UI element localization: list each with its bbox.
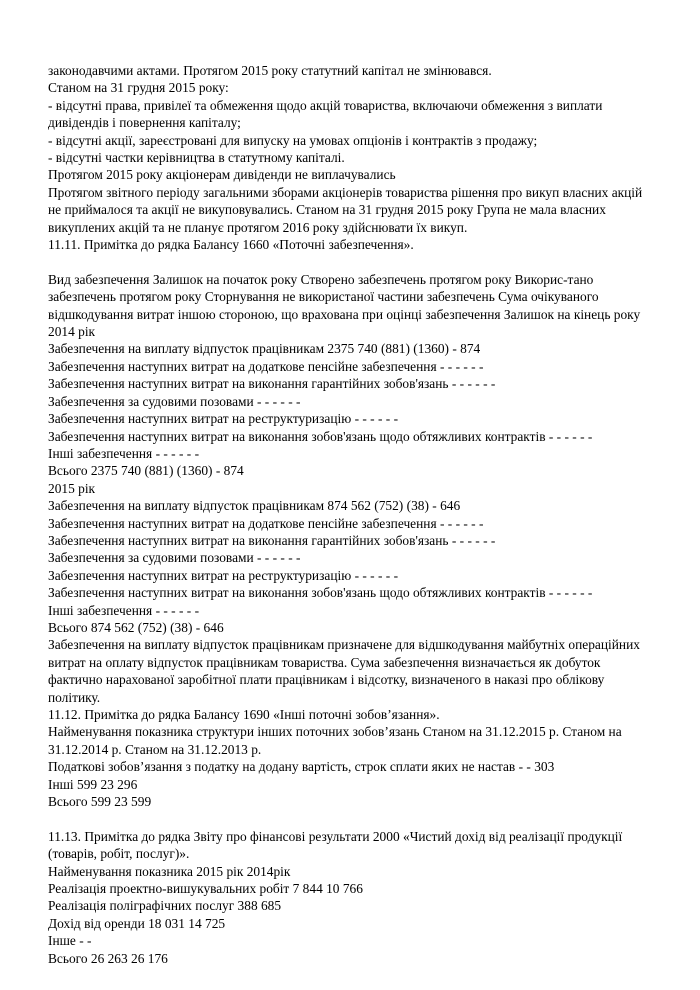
year-label: 2015 рік [48,480,96,496]
text-line: Протягом 2015 року акціонерам дивіденди не виплачувались [48,167,396,183]
text-line: Забезпечення на виплату відпусток працівникам призначене для відшкодування майбутніх операційних витрат на оплату відпусток працівникам товариства. Сума забезпечення визначається як добуток фактично нарахованої заробітної плати працівникам і відсотку, визначеного в наказі про облікову політику. [48,637,640,705]
table-row: Забезпечення на виплату відпусток працівникам 874 562 (752) (38) - 646 [48,498,461,514]
document-page [48,62,648,967]
text-line: Станом на 31 грудня 2015 року: [48,80,229,96]
table-row: Реалізація проектно-вишукувальних робіт 7 844 10 766 [48,881,363,897]
table-row: Забезпечення наступних витрат на реструктуризацію - - - - - - [48,567,399,583]
table-row: Інше - - [48,933,92,949]
table-row: Забезпечення наступних витрат на реструктуризацію - - - - - - [48,411,399,427]
year-label: 2014 рік [48,324,96,340]
table-row: Інші забезпечення - - - - - - [48,445,200,461]
table-row: Забезпечення наступних витрат на виконання зобов'язань щодо обтяжливих контрактів - - - - - - [48,585,593,601]
table-header-text: Вид забезпечення Залишок на початок року Створено забезпечень протягом року Викорис-тано забезпечень протягом року Сторнування не використаної частини забезпечень Сума очікуваного відшкодування витрат іншою стороною, що врахована при оцінці забезпечення Залишок на кінець року [48,271,641,322]
table-row: Дохід від оренди 18 031 14 725 [48,915,226,931]
text-line: законодавчими актами. Протягом 2015 року статутний капітал не змінювався. [48,63,492,78]
table-row: Забезпечення наступних витрат на додаткове пенсійне забезпечення - - - - - - [48,515,484,531]
text-line: - відсутні частки керівництва в статутному капіталі. [48,150,345,166]
table-row: Забезпечення на виплату відпусток працівникам 2375 740 (881) (1360) - 874 [48,341,481,357]
section-heading: 11.12. Примітка до рядка Балансу 1690 «Інші поточні зобов’язання». [48,707,440,723]
text-line: - відсутні акції, зареєстровані для випуску на умовах опціонів і контрактів з продажу; [48,132,538,148]
table-row: Реалізація поліграфічних послуг 388 685 [48,898,282,914]
table-row: Забезпечення за судовими позовами - - - - - - [48,393,301,409]
table-total-row: Всього 2375 740 (881) (1360) - 874 [48,463,244,479]
section-heading: 11.11. Примітка до рядка Балансу 1660 «Поточні забезпечення». [48,237,414,253]
section-heading: 11.13. Примітка до рядка Звіту про фінансові результати 2000 «Чистий дохід від реалізації продукції (товарів, робіт, послуг)». [48,828,623,862]
table-row: Забезпечення наступних витрат на виконання гарантійних зобов'язань - - - - - - [48,532,496,548]
table-row: Забезпечення наступних витрат на додаткове пенсійне забезпечення - - - - - - [48,358,484,374]
blank-line [48,253,648,270]
table-row: Інші 599 23 296 [48,776,138,792]
table-total-row: Всього 599 23 599 [48,794,152,810]
table-row: Забезпечення наступних витрат на виконання зобов'язань щодо обтяжливих контрактів - - - - - - [48,428,593,444]
text-line: Протягом звітного періоду загальними зборами акціонерів товариства рішення про викуп власних акцій не приймалося та акції не викуповувались. Станом на 31 грудня 2015 року Група не мала власних викуплених акцій та не планує протягом 2016 року здійснювати їх викуп. [48,184,643,235]
table-row: Забезпечення за судовими позовами - - - - - - [48,550,301,566]
table-header-text: Найменування показника 2015 рік 2014рік [48,863,291,879]
table-row: Інші забезпечення - - - - - - [48,602,200,618]
table-header-text: Найменування показника структури інших поточних зобов’язань Станом на 31.12.2015 р. Станом на 31.12.2014 р. Станом на 31.12.2013 р. [48,724,622,757]
text-line: - відсутні права, привілеї та обмеження щодо акцій товариства, включаючи обмеження з виплати дивідендів і повернення капіталу; [48,97,603,131]
blank-line [48,810,648,827]
table-total-row: Всього 874 562 (752) (38) - 646 [48,619,224,635]
table-row: Забезпечення наступних витрат на виконання гарантійних зобов'язань - - - - - - [48,376,496,392]
table-row: Податкові зобов’язання з податку на додану вартість, строк сплати яких не настав - - 303 [48,759,555,775]
table-total-row: Всього 26 263 26 176 [48,950,168,966]
